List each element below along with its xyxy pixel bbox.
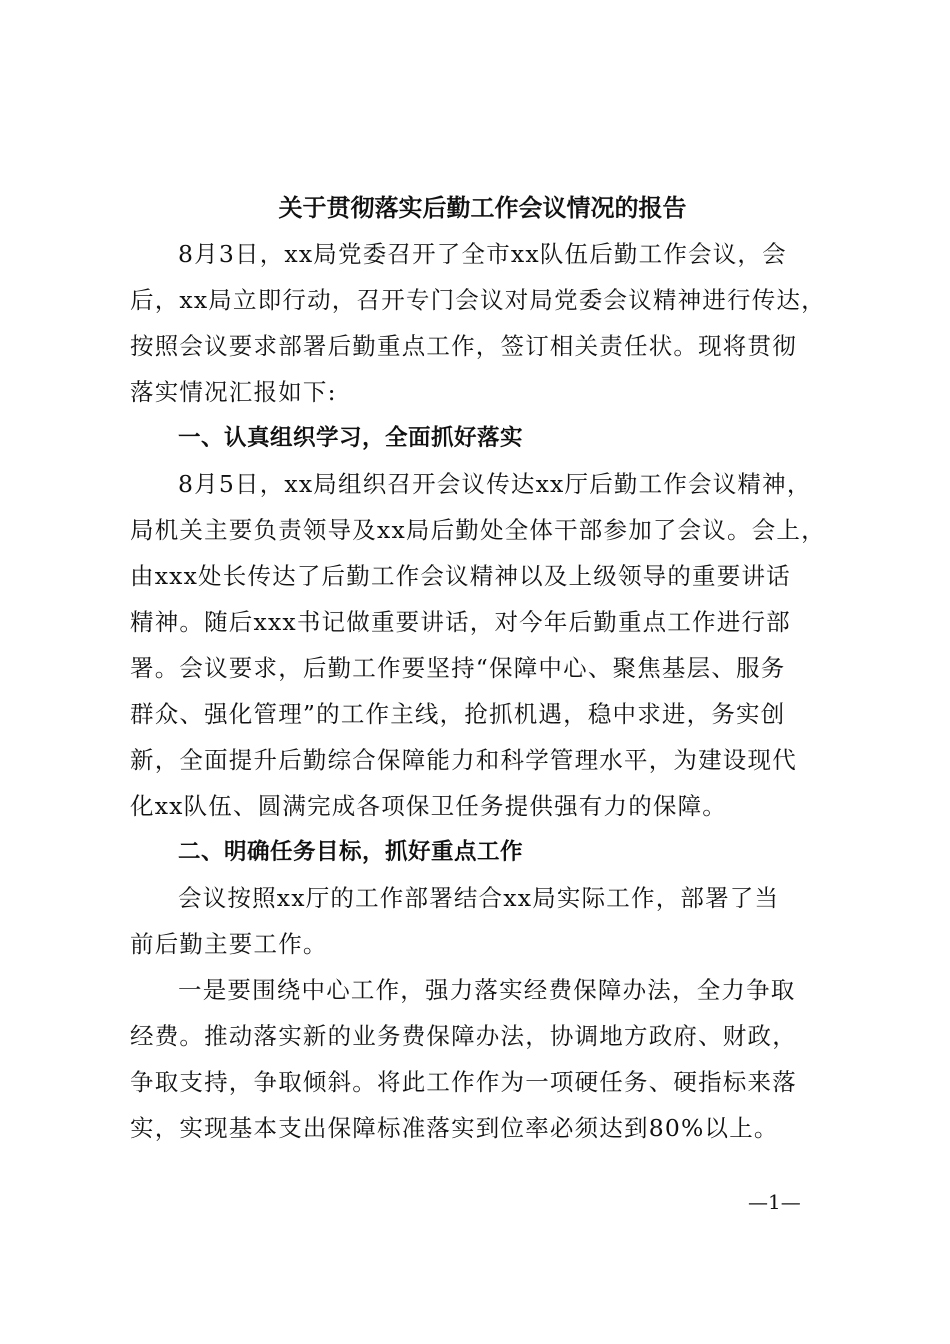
document-page	[130, 185, 835, 1151]
text-line: 经费。推动落实新的业务费保障办法，协调地方政府、财政，	[130, 1022, 797, 1050]
text-line: 后，xx局立即行动，召开专门会议对局党委会议精神进行传达，	[130, 286, 826, 314]
text-line: 局机关主要负责领导及xx局后勤处全体干部参加了会议。会上，	[130, 516, 826, 544]
paragraph-funding	[130, 967, 835, 1151]
text-line: 群众、强化管理”的工作主线，抢抓机遇，稳中求进，务实创	[130, 700, 786, 728]
text-line: 8月3日，xx局党委召开了全市xx队伍后勤工作会议，会	[178, 240, 787, 268]
section-heading-2: 二、明确任务目标，抓好重点工作	[178, 839, 524, 865]
document-title: 关于贯彻落实后勤工作会议情况的报告	[278, 193, 687, 222]
text-line: 前后勤主要工作。	[130, 930, 328, 958]
page-number: —1—	[748, 1190, 801, 1214]
text-line: 8月5日，xx局组织召开会议传达xx厅后勤工作会议精神，	[178, 470, 812, 498]
text-line: 精神。随后xxx书记做重要讲话，对今年后勤重点工作进行部	[130, 608, 791, 636]
text-line: 一是要围绕中心工作，强力落实经费保障办法，全力争取	[178, 976, 796, 1004]
text-line: 落实情况汇报如下:	[130, 378, 337, 406]
text-line: 按照会议要求部署后勤重点工作，签订相关责任状。现将贯彻	[130, 332, 797, 360]
section-heading-1: 一、认真组织学习，全面抓好落实	[178, 425, 524, 451]
text-line: 争取支持，争取倾斜。将此工作作为一项硬任务、硬指标来落	[130, 1068, 797, 1096]
paragraph-deployment	[130, 875, 835, 967]
text-line: 新，全面提升后勤综合保障能力和科学管理水平，为建设现代	[130, 746, 797, 774]
text-line: 实，实现基本支出保障标准落实到位率必须达到80%以上。	[130, 1114, 779, 1142]
paragraph-study	[130, 461, 835, 829]
text-line: 由xxx处长传达了后勤工作会议精神以及上级领导的重要讲话	[130, 562, 791, 590]
text-line: 会议按照xx厅的工作部署结合xx局实际工作，部署了当	[178, 884, 780, 912]
text-line: 化xx队伍、圆满完成各项保卫任务提供强有力的保障。	[130, 792, 728, 820]
text-line: 署。会议要求，后勤工作要坚持“保障中心、聚焦基层、服务	[130, 654, 786, 682]
paragraph-intro	[130, 231, 835, 415]
